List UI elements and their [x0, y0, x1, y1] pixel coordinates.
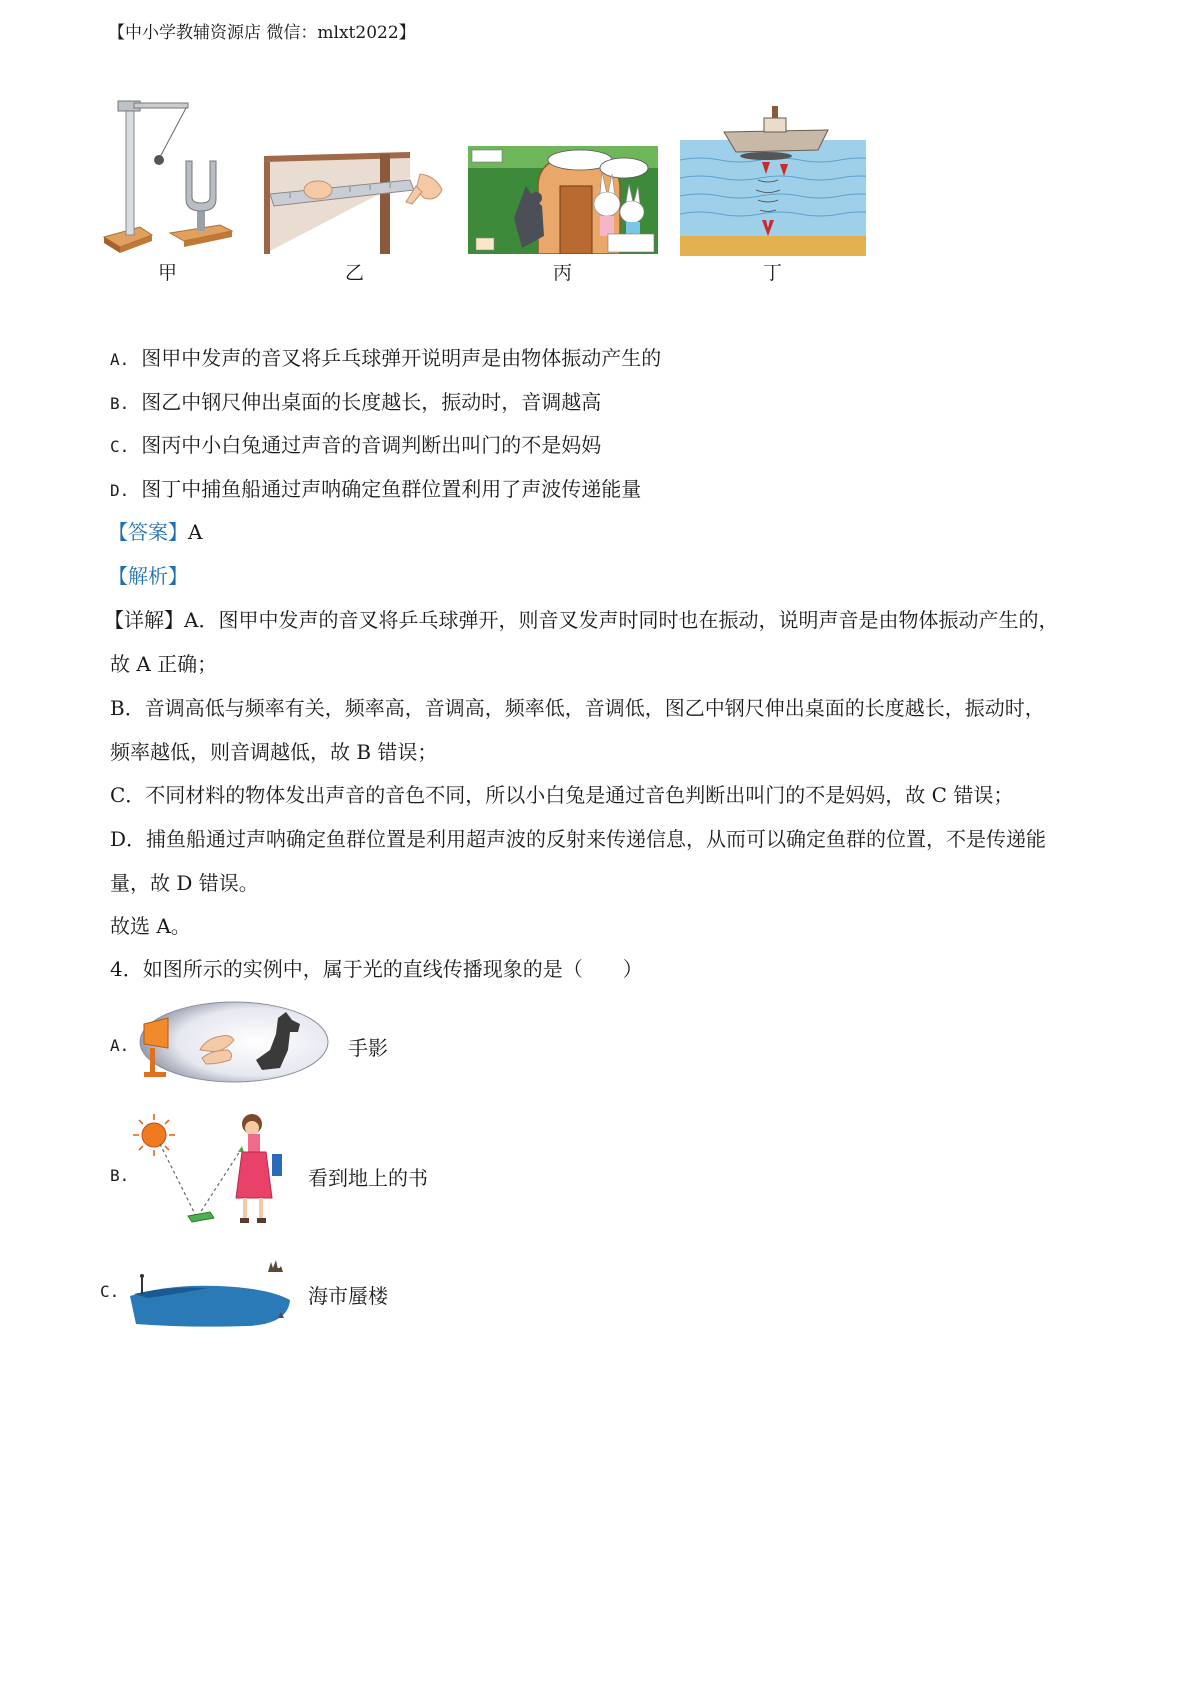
q4-option-c-letter: C. [100, 1282, 120, 1301]
answer-line [108, 516, 202, 545]
figure-label-yi: 乙 [345, 262, 365, 284]
question-4-stem: 4．如图所示的实例中，属于光的直线传播现象的是（ ） [110, 957, 643, 981]
figure-jia-tuning-fork [100, 95, 240, 255]
detail-line-6: D．捕鱼船通过声呐确定鱼群位置是利用超声波的反射来传递信息，从而可以确定鱼群的位置，不是传递能 [110, 827, 1047, 851]
analysis-tag: 【解析】 [108, 564, 188, 588]
detail-line-3: B．音调高低与频率有关，频率高，音调高，频率低，音调低，图乙中钢尺伸出桌面的长度越长，振动时， [110, 696, 1045, 720]
option-b [110, 386, 601, 415]
figure-yi-ruler [260, 150, 450, 260]
figure-label-jia: 甲 [158, 262, 178, 284]
option-letter: C. [110, 437, 130, 456]
detail-line-7: 量，故 D 错误。 [110, 871, 259, 895]
option-a [110, 342, 661, 371]
answer-value: A [188, 520, 203, 544]
q4-option-b-letter: B. [110, 1166, 130, 1185]
figure-label-bing: 丙 [553, 262, 573, 284]
option-text: 图丙中小白兔通过声音的音调判断出叫门的不是妈妈 [141, 433, 602, 457]
mirage-image [128, 1254, 296, 1330]
option-letter: A. [110, 350, 130, 369]
figure-label-ding: 丁 [763, 262, 783, 284]
hand-shadow-image [130, 998, 330, 1086]
figure-ding-sonar-ship [680, 100, 866, 256]
detail-line-2: 故 A 正确； [110, 652, 218, 676]
detail-line-8: 故选 A。 [110, 914, 191, 938]
option-d [110, 473, 641, 502]
detail-line-5: C．不同材料的物体发出声音的音色不同，所以小白兔是通过音色判断出叫门的不是妈妈，故 C 错误； [110, 783, 1014, 807]
figure-bing-cartoon [468, 146, 658, 254]
option-text: 图甲中发声的音叉将乒乓球弹开说明声是由物体振动产生的 [141, 346, 662, 370]
page-header: 【中小学教辅资源店 微信：mlxt2022】 [108, 23, 416, 43]
option-letter: B. [110, 394, 130, 413]
detail-line-4: 频率越低，则音调越低，故 B 错误； [110, 740, 438, 764]
answer-tag: 【答案】 [108, 520, 188, 544]
option-text: 图丁中捕鱼船通过声呐确定鱼群位置利用了声波传递能量 [141, 477, 642, 501]
girl-sees-book-image [130, 1112, 290, 1236]
option-letter: D. [110, 481, 130, 500]
q4-option-a-caption: 手影 [348, 1036, 388, 1060]
q4-option-a-letter: A. [110, 1036, 130, 1055]
option-c [110, 429, 601, 458]
detail-line-1: 【详解】A．图甲中发声的音叉将乒乓球弹开，则音叉发声时同时也在振动，说明声音是由物体振动产生的， [104, 608, 1059, 632]
option-text: 图乙中钢尺伸出桌面的长度越长，振动时，音调越高 [141, 390, 602, 414]
q4-option-c-caption: 海市蜃楼 [308, 1284, 388, 1308]
q4-option-b-caption: 看到地上的书 [308, 1166, 428, 1190]
